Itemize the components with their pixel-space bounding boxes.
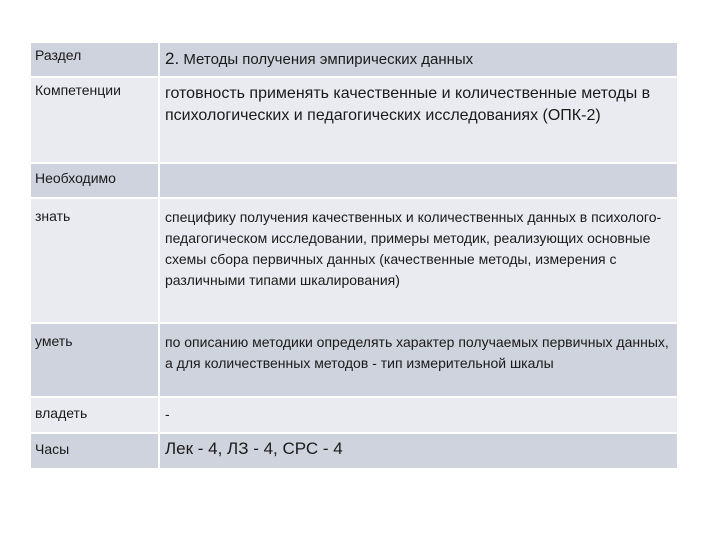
table-row-know	[31, 198, 678, 323]
table-row-own	[31, 397, 678, 433]
row-label-know: знать	[31, 198, 159, 323]
row-label-competencies: Компетенции	[31, 77, 159, 163]
section-title: Методы получения эмпирических данных	[183, 51, 474, 68]
table-row-section	[31, 43, 678, 77]
table-row-required	[31, 163, 678, 198]
row-label-can: уметь	[31, 323, 159, 397]
discipline-table	[31, 43, 679, 470]
row-value-hours: Лек - 4, ЛЗ - 4, СРС - 4	[159, 433, 678, 469]
row-label-own: владеть	[31, 397, 159, 433]
row-value-competencies: готовность применять качественные и количественные методы в психологических и педагогических исследованиях (ОПК-2)	[159, 77, 678, 163]
table-row-competencies	[31, 77, 678, 163]
row-label-required: Необходимо	[31, 163, 159, 198]
row-value-own: -	[159, 397, 678, 433]
row-value-know: специфику получения качественных и количественных данных в психолого-педагогическом исследовании, примеры методик, реализующих основные схемы сбора первичных данных (качественные методы, измерения с различными типами шкалирования)	[159, 198, 678, 323]
row-label-section: Раздел	[31, 43, 159, 77]
row-label-hours: Часы	[31, 433, 159, 469]
row-value-section	[159, 43, 678, 77]
section-number: 2.	[165, 49, 180, 68]
row-value-required	[159, 163, 678, 198]
table-row-hours	[31, 433, 678, 469]
row-value-can: по описанию методики определять характер получаемых первичных данных, а для количественных методов - тип измерительной шкалы	[159, 323, 678, 397]
table-row-can	[31, 323, 678, 397]
